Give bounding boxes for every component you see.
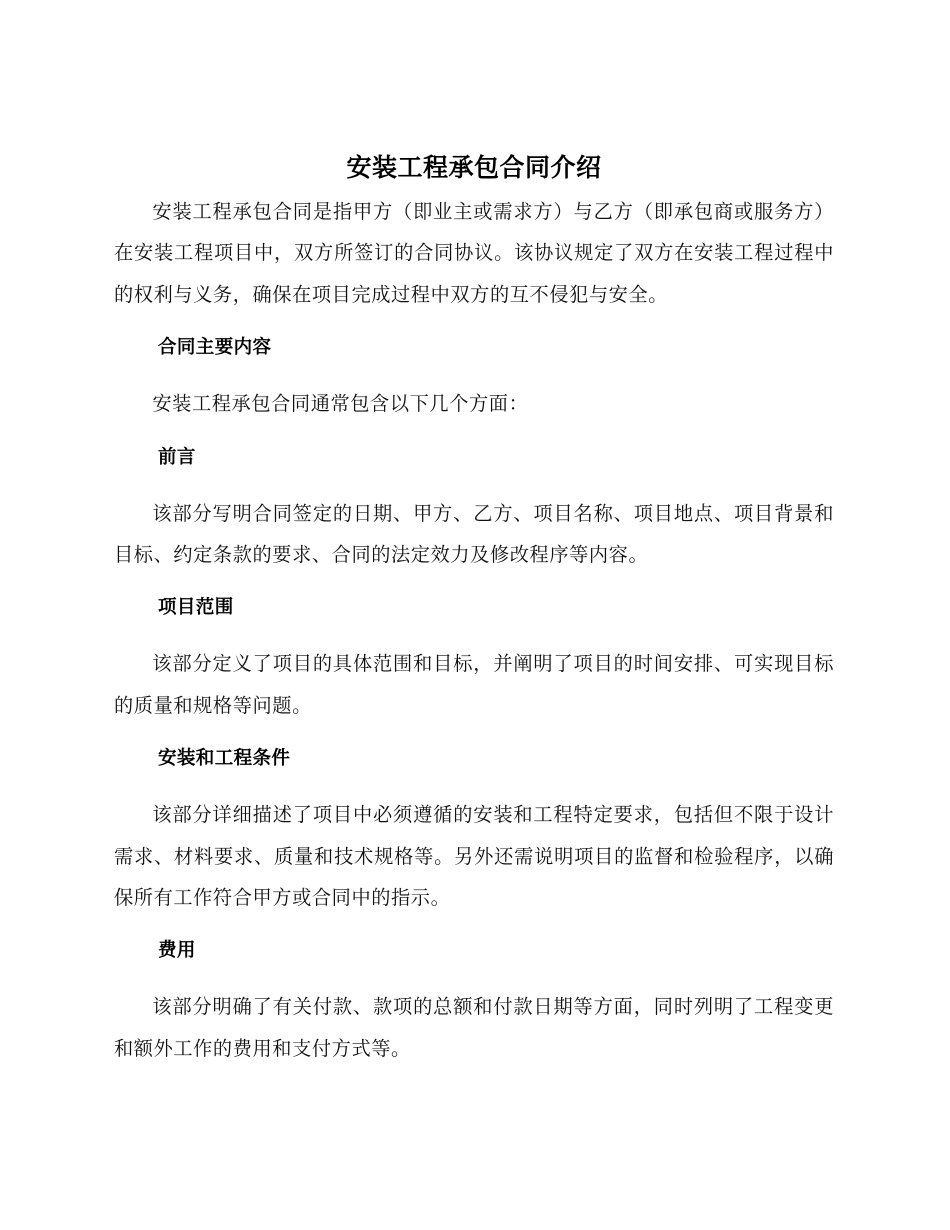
spacer (114, 918, 834, 936)
section-heading-fees: 费用 (158, 940, 196, 962)
section-heading-preface: 前言 (158, 446, 196, 468)
section-heading-scope: 项目范围 (158, 597, 234, 619)
spacer (114, 726, 834, 744)
section-body-fees: 该部分明确了有关付款、款项的总额和付款日期等方面，同时列明了工程变更和额外工作的费用和支付方式等。 (114, 995, 834, 1060)
main-content-heading: 合同主要内容 (158, 337, 272, 359)
spacer (114, 315, 834, 333)
spacer (114, 473, 834, 493)
spacer (114, 425, 834, 443)
section-body-preface: 该部分写明合同签定的日期、甲方、乙方、项目名称、项目地点、项目背景和目标、约定条款的要求、合同的法定效力及修改程序等内容。 (114, 501, 834, 567)
document-page (114, 150, 834, 1069)
spacer (114, 966, 834, 986)
spacer (114, 623, 834, 643)
section-body-scope: 该部分定义了项目的具体范围和目标，并阐明了项目的时间安排、可实现目标的质量和规格等问题。 (114, 652, 834, 717)
section-body-conditions: 该部分详细描述了项目中必须遵循的安装和工程特定要求，包括但不限于设计需求、材料要求、质量和技术规格等。另外还需说明项目的监督和检验程序，以确保所有工作符合甲方或合同中的指示。 (114, 803, 834, 910)
intro-paragraph: 安装工程承包合同是指甲方（即业主或需求方）与乙方（即承包商或服务方）在安装工程项目中，双方所签订的合同协议。该协议规定了双方在安装工程过程中的权利与义务，确保在项目完成过程中双方的互不侵犯与安全。 (114, 200, 834, 306)
spacer (114, 575, 834, 593)
main-content-lead: 安装工程承包合同通常包含以下几个方面： (152, 392, 529, 416)
spacer (114, 363, 834, 383)
document-title: 安装工程承包合同介绍 (346, 153, 602, 182)
spacer (114, 774, 834, 794)
section-heading-conditions: 安装和工程条件 (158, 748, 291, 770)
